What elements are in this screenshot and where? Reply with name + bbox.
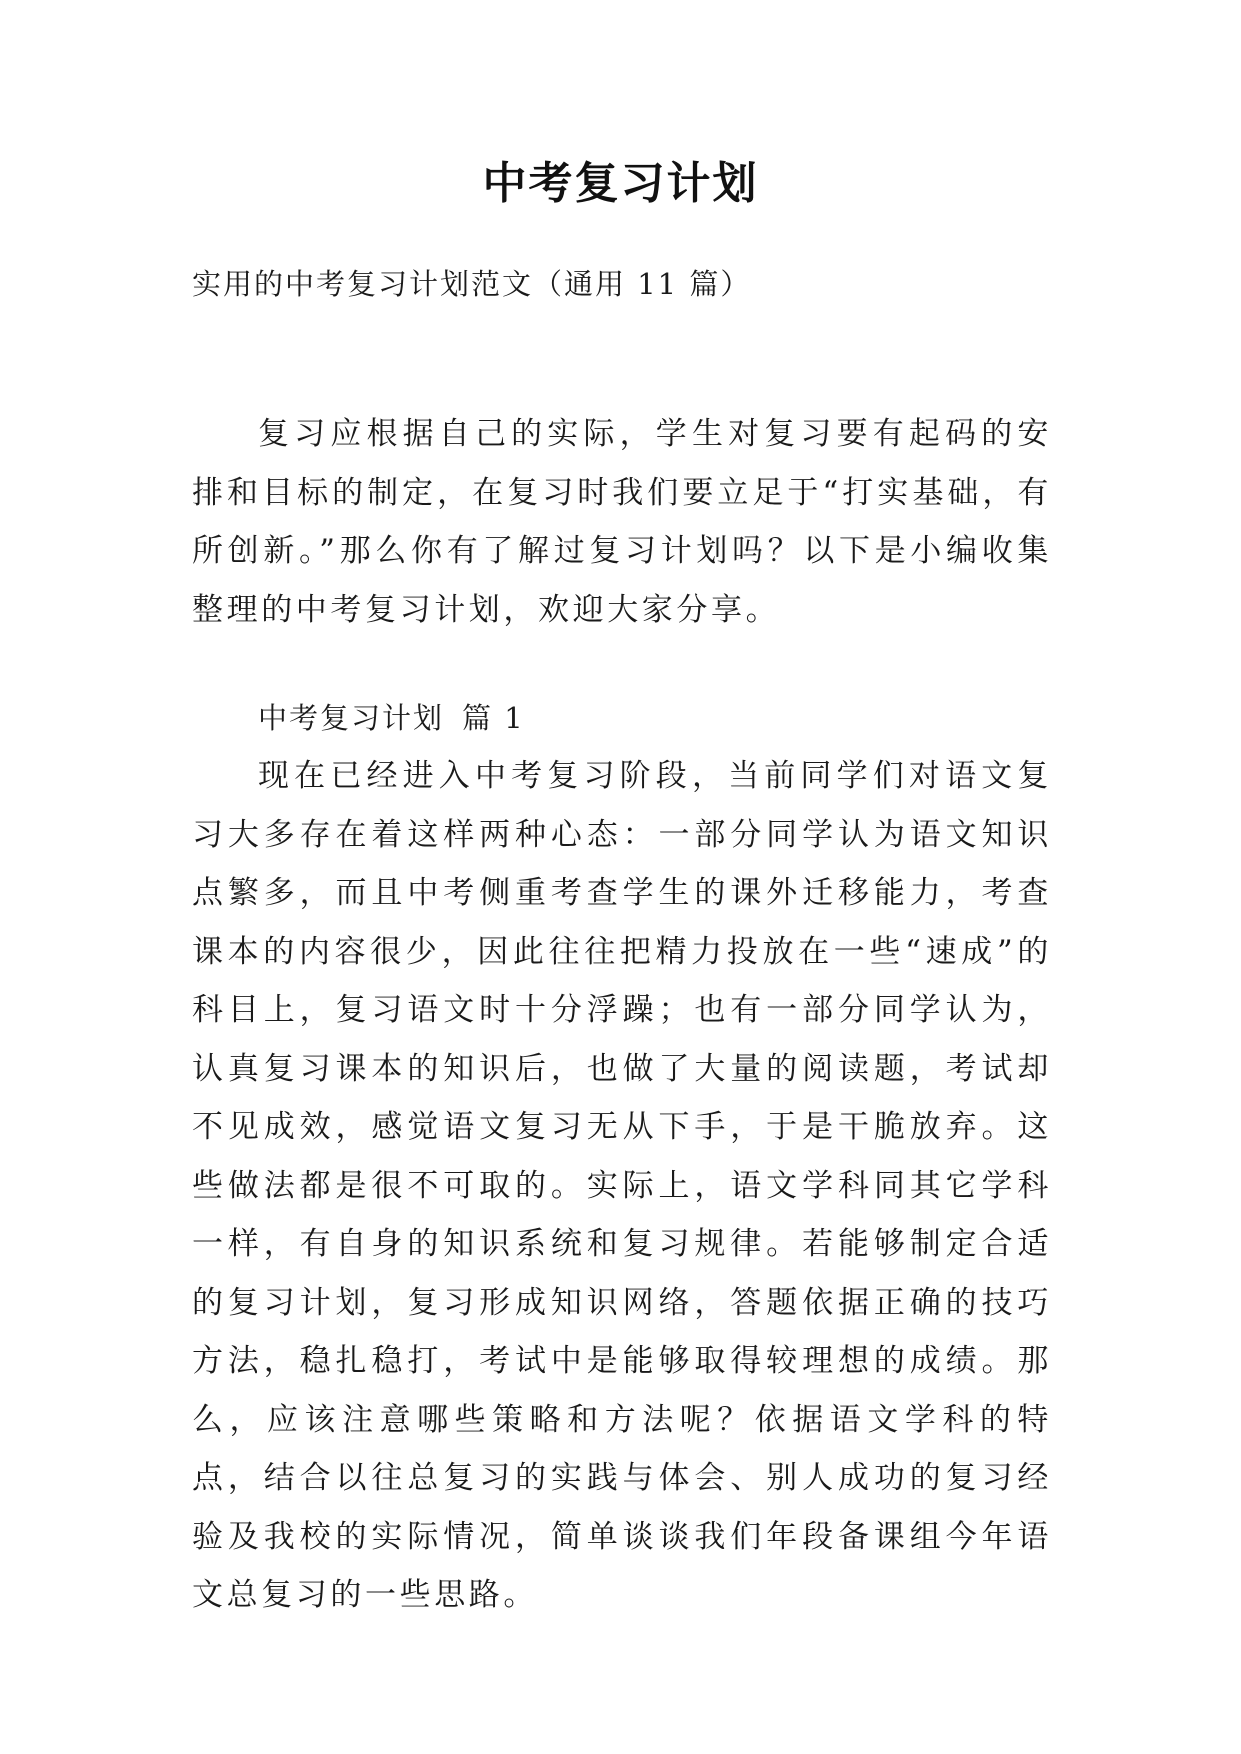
section-heading-title: 中考复习计划 — [258, 701, 445, 735]
document-subtitle: 实用的中考复习计划范文（通用 11 篇） — [192, 267, 752, 301]
document-title: 中考复习计划 — [482, 158, 759, 209]
intro-paragraph: 复习应根据自己的实际，学生对复习要有起码的安排和目标的制定，在复习时我们要立足于“打实基础，有所创新。”那么你有了解过复习计划吗？以下是小编收集整理的中考复习计划，欢迎大家分享。 — [192, 416, 1052, 628]
section-body-paragraph: 现在已经进入中考复习阶段，当前同学们对语文复习大多存在着这样两种心态：一部分同学认为语文知识点繁多，而且中考侧重考查学生的课外迁移能力，考查课本的内容很少，因此往往把精力投放在一些“速成”的科目上，复习语文时十分浮躁；也有一部分同学认为，认真复习课本的知识后，也做了大量的阅读题，考试却不见成效，感觉语文复习无从下手，于是干脆放弃。这些做法都是很不可取的。实际上，语文学科同其它学科一样，有自身的知识系统和复习规律。若能够制定合适的复习计划，复习形成知识网络，答题依据正确的技巧方法，稳扎稳打，考试中是能够取得较理想的成绩。那么，应该注意哪些策略和方法呢？依据语文学科的特点，结合以往总复习的实践与体会、别人成功的复习经验及我校的实际情况，简单谈谈我们年段备课组今年语文总复习的一些思路。 — [192, 758, 1052, 1613]
section-heading — [258, 696, 525, 740]
section-heading-number: 篇 1 — [462, 701, 525, 735]
